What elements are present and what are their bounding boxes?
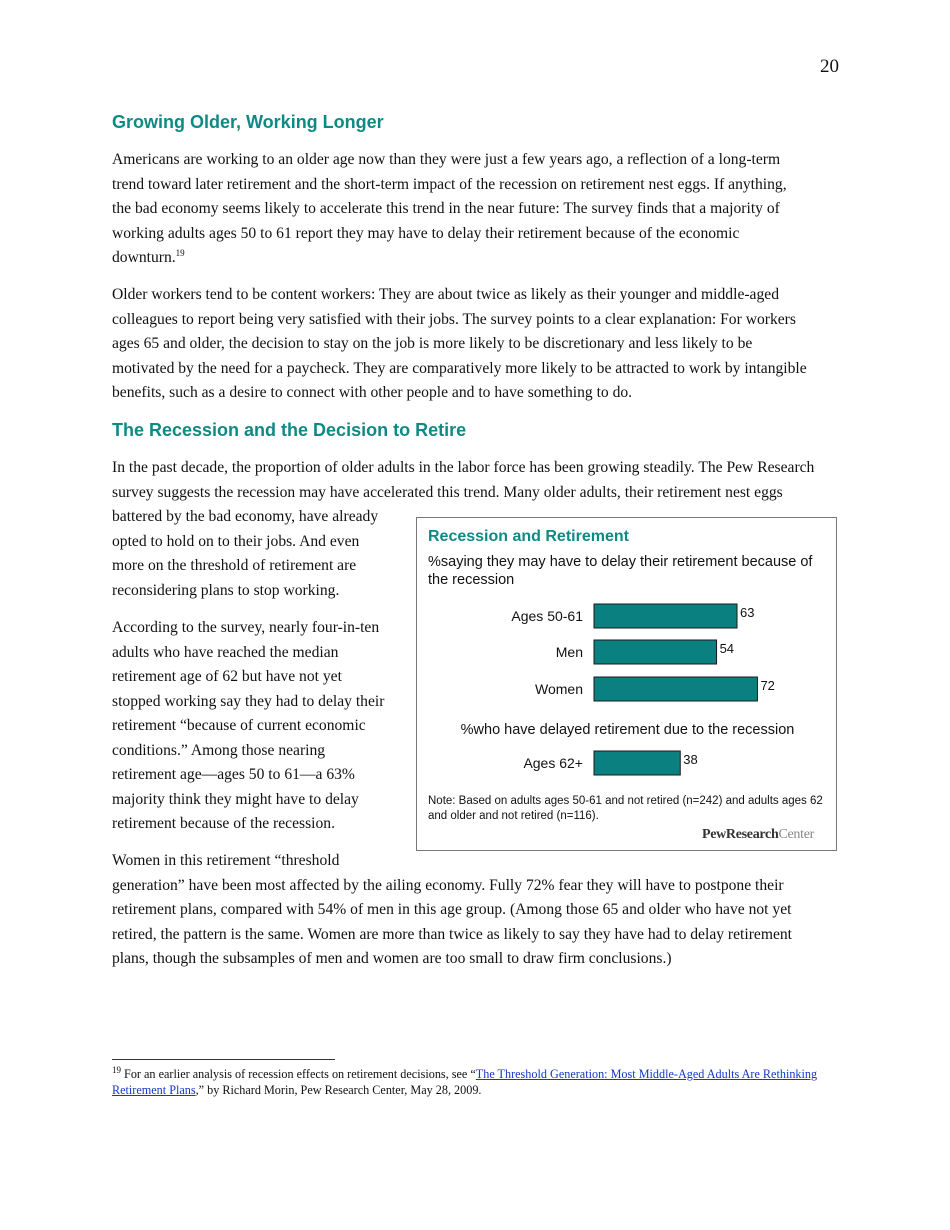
line: majority think they might have to delay [112,790,359,808]
line: trend toward later retirement and the short-term impact of the recession on retirement nest eggs. If anything, [112,175,787,193]
line: retired, the pattern is the same. Women are more than twice as likely to say they have had to delay retirement [112,925,793,943]
value-label-ages-62-: 38 [683,752,698,767]
value-label-ages-50-61: 63 [740,605,755,620]
footnote-number: 19 [112,1064,121,1075]
bar-women [594,677,757,701]
line: opted to hold on to their jobs. And even [112,532,360,550]
footnote-divider [112,1059,335,1060]
line: retirement age—ages 50 to 61—a 63% [112,766,355,783]
line: retirement because of the recession. [112,815,335,832]
line: plans, though the subsamples of men and women are too small to draw firm conclusions.) [112,950,672,967]
logo-bold: PewResearch [701,827,779,842]
line: Americans are working to an older age now than they were just a few years ago, a reflection of a long-term [112,151,781,168]
paragraph-americans-working [112,148,787,271]
chart-note: Note: Based on adults ages 50-61 and not retired (n=242) and adults ages 62 and older and not retired (n=116). [428,795,823,822]
line: generation” have been most affected by the ailing economy. Fully 72% fear they will have to postpone their [112,876,784,894]
bar-ages-50-61 [594,604,737,628]
category-label-men: Men [555,644,583,660]
line: motivated by the need for a paycheck. They are comparatively more likely to be attracted to work by intangible [112,359,807,377]
line: Women in this retirement “threshold [112,852,340,869]
line: retirement plans, compared with 54% of men in this age group. (Among those 65 and older who have not yet [112,901,792,918]
line: stopped working say they had to delay their [112,692,385,710]
bar-ages-62- [594,751,680,775]
paragraph-older-workers [112,283,807,406]
line: the bad economy seems likely to accelerate this trend in the near future: The survey finds that a majority of [112,200,780,217]
line: working adults ages 50 to 61 report they may have to delay their retirement because of the economic [112,224,740,242]
footnote-text-after: ,” by Richard Morin, Pew Research Center, May 28, 2009. [195,1083,482,1097]
footnote-ref[interactable]: 19 [175,247,185,258]
paragraph-according-survey [112,616,384,837]
line: retirement “because of current economic [112,717,366,734]
footnote-19 [112,1066,842,1098]
value-label-men: 54 [719,641,735,656]
line: Older workers tend to be content workers: They are about twice as likely as their younger and middle-aged [112,286,779,303]
footnote-text-before: For an earlier analysis of recession effects on retirement decisions, see “ [121,1067,476,1081]
pew-research-center-logo [702,827,814,843]
line: colleagues to report being very satisfied with their jobs. The survey points to a clear explanation: For workers [112,310,796,328]
chart-title: Recession and Retirement [428,528,629,545]
value-label-women: 72 [760,678,775,693]
line: more on the threshold of retirement are [112,557,357,574]
line: reconsidering plans to stop working. [112,581,340,599]
chart-subtitle-delayed: %who have delayed retirement due to the recession [460,722,795,738]
chart-recession-retirement [416,517,837,851]
line: survey suggests the recession may have accelerated this trend. Many older adults, their retirement nest eggs [112,483,783,501]
line: In the past decade, the proportion of older adults in the labor force has been growing steadily. The Pew Research [112,459,815,476]
heading-growing-older: Growing Older, Working Longer [112,112,384,132]
chart-subtitle: %saying they may have to delay their retirement because of the recession [428,554,813,588]
category-label-ages-50-61: Ages 50-61 [511,608,583,624]
page-number: 20 [820,56,839,77]
line: conditions.” Among those nearing [112,741,326,759]
line: According to the survey, nearly four-in-ten [112,619,380,636]
paragraph-women-threshold [112,849,792,972]
line: adults who have reached the median [112,643,339,661]
category-label-ages-62-: Ages 62+ [523,755,583,771]
line: battered by the bad economy, have already [112,508,379,525]
line: benefits, such as a desire to connect with other people and to have something to do. [112,384,633,401]
line: retirement age of 62 but have not yet [112,668,342,685]
logo-light: Center [778,827,814,842]
threshold-generation-link[interactable]: The Threshold Generation: Most Middle-Aged Adults Are Rethinking Retirement Plans [112,1067,818,1097]
line: downturn. [112,249,176,266]
heading-recession-decision: The Recession and the Decision to Retire [112,420,467,440]
line: ages 65 and older, the decision to stay on the job is more likely to be discretionary and less likely to be [112,335,753,352]
bar-men [594,640,717,664]
category-label-women: Women [535,681,583,697]
